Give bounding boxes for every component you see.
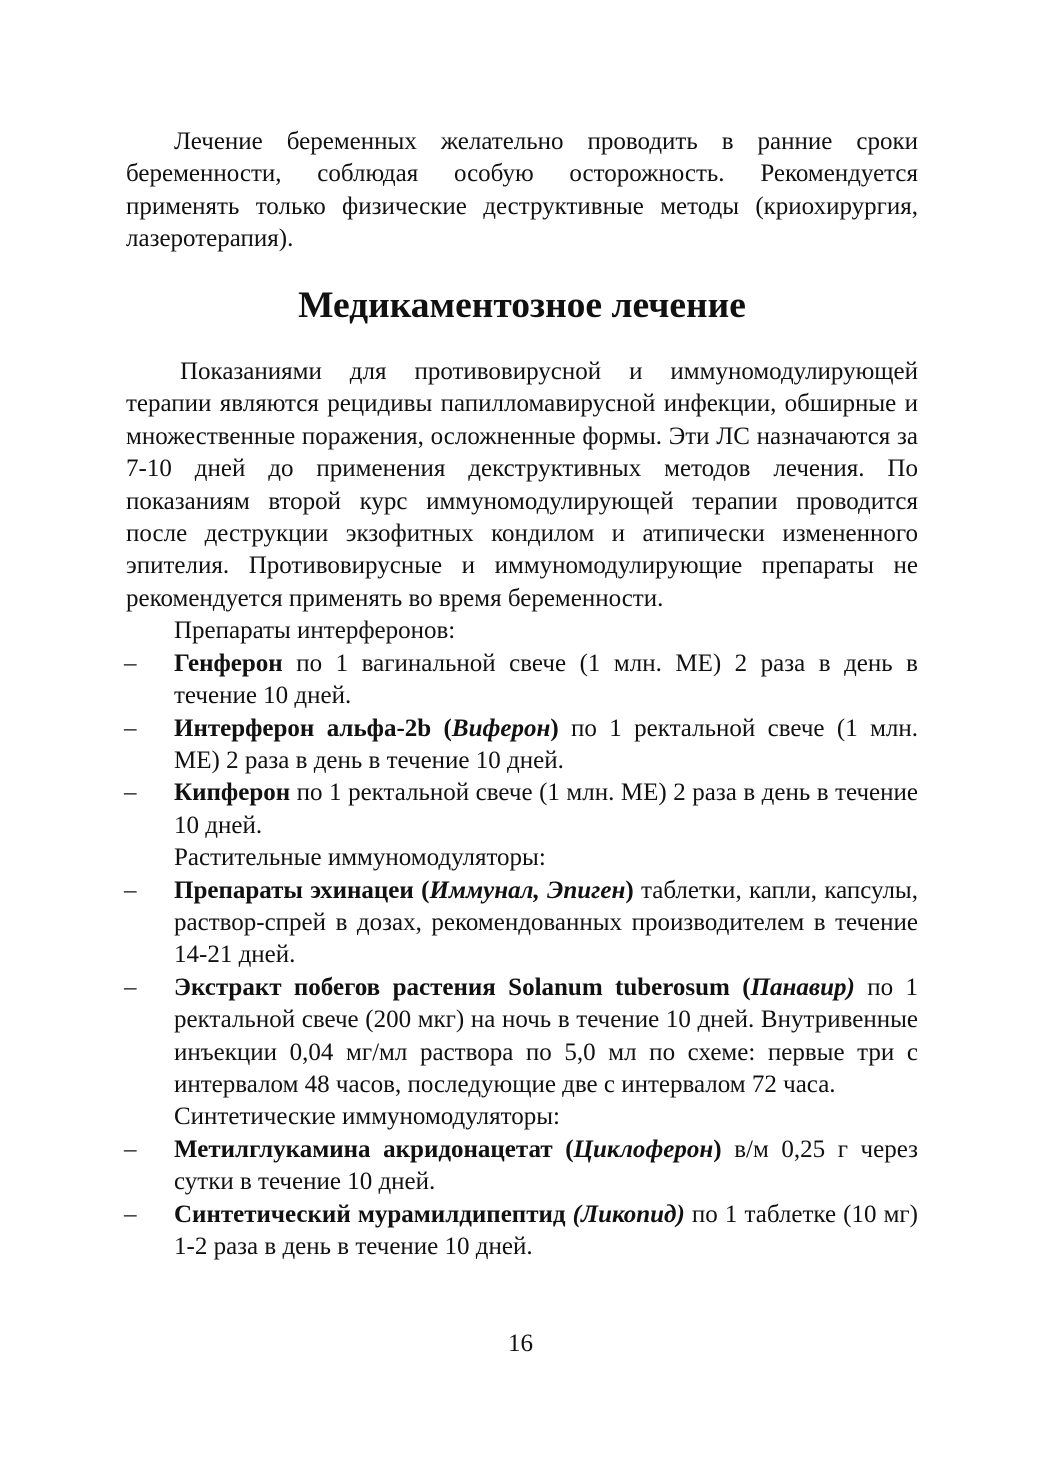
document-page bbox=[126, 126, 918, 1263]
drug-dosage: по 1 вагинальной свече (1 млн. МЕ) 2 раза в день в течение 10 дней. bbox=[174, 649, 918, 710]
drug-name-end: ) bbox=[713, 1135, 722, 1163]
bullet-dash: – bbox=[124, 1200, 137, 1228]
drug-name-end: ) bbox=[625, 876, 634, 904]
list-item bbox=[126, 972, 918, 1102]
bullet-dash: – bbox=[124, 714, 137, 742]
bullet-dash: – bbox=[124, 876, 137, 904]
drug-name-end: ) bbox=[550, 714, 559, 742]
list-item bbox=[126, 875, 918, 972]
drug-name: Кипферон bbox=[174, 779, 291, 807]
drug-dosage: по 1 ректальной свече (1 млн. МЕ) 2 раза в день в течение 10 дней. bbox=[174, 714, 918, 774]
list-item bbox=[126, 648, 918, 713]
bullet-dash: – bbox=[124, 779, 137, 807]
drug-dosage: таблетки, капли, капсулы, раствор-спрей в дозах, рекомендованных производителем в течение 14-21 дней. bbox=[174, 876, 918, 969]
bullet-dash: – bbox=[124, 973, 137, 1001]
drug-trade-name: (Ликопид) bbox=[572, 1200, 685, 1228]
list-item bbox=[126, 1134, 918, 1199]
drug-dosage: по 1 ректальной свече (1 млн. МЕ) 2 раза в день в течение 10 дней. bbox=[174, 779, 918, 839]
drug-name: Синтетический мурамилдипептид bbox=[174, 1200, 573, 1228]
bullet-dash: – bbox=[124, 649, 137, 677]
herbal-label: Растительные иммуномодуляторы: bbox=[174, 844, 546, 872]
drug-name: Генферон bbox=[174, 649, 283, 677]
bullet-dash: – bbox=[124, 1135, 137, 1163]
drug-name: Экстракт побегов растения Solanum tuberosum ( bbox=[174, 973, 751, 1001]
drug-dosage: по 1 таблетке (10 мг) 1-2 раза в день в течение 10 дней. bbox=[174, 1200, 918, 1260]
drug-name: Метилглукамина акридонацетат ( bbox=[174, 1135, 574, 1163]
synthetic-label: Синтетические иммуномодуляторы: bbox=[174, 1103, 560, 1131]
drug-dosage: в/м 0,25 г через сутки в течение 10 дней. bbox=[174, 1135, 918, 1196]
page-number: 16 bbox=[508, 1330, 533, 1357]
list-item bbox=[126, 777, 918, 842]
drug-name: Интерферон альфа-2b ( bbox=[174, 714, 452, 742]
drug-trade-name: Панавир) bbox=[750, 973, 855, 1001]
section-heading: Медикаментозное лечение bbox=[298, 284, 746, 326]
list-item bbox=[126, 1199, 918, 1264]
drug-name: Препараты эхинацеи ( bbox=[174, 876, 430, 904]
indications-paragraph: Показаниями для противовирусной и иммуномодулирующей терапии являются рецидивы папилломавирусной инфекции, обширные и множественные поражения, осложненные формы. Эти ЛС назначаются за 7-10 дней до применения декструктивных методов лечения. По показаниям второй курс иммуномодулирующей терапии проводится после деструкции экзофитных кондилом и атипически измененного эпителия. Противовирусные и иммуномодулирующие препараты не рекомендуется применять во время беременности. bbox=[126, 358, 918, 612]
drug-trade-name: Иммунал, Эпиген bbox=[429, 876, 626, 904]
list-item bbox=[126, 713, 918, 778]
intro-paragraph: Лечение беременных желательно проводить в ранние сроки беременности, соблюдая особую осторожность. Рекомендуется применять только физические деструктивные методы (криохирургия, лазеротерапия). bbox=[126, 128, 918, 253]
interferons-label: Препараты интерферонов: bbox=[174, 617, 456, 645]
drug-trade-name: Циклоферон bbox=[573, 1135, 714, 1163]
drug-dosage: по 1 ректальной свече (200 мкг) на ночь в течение 10 дней. Внутривенные инъекции 0,04 мг/мл раствора по 5,0 мл по схеме: первые три с интервалом 48 часов, последующие две с интервалом 72 часа. bbox=[174, 973, 918, 1098]
drug-trade-name: Виферон bbox=[451, 714, 551, 742]
